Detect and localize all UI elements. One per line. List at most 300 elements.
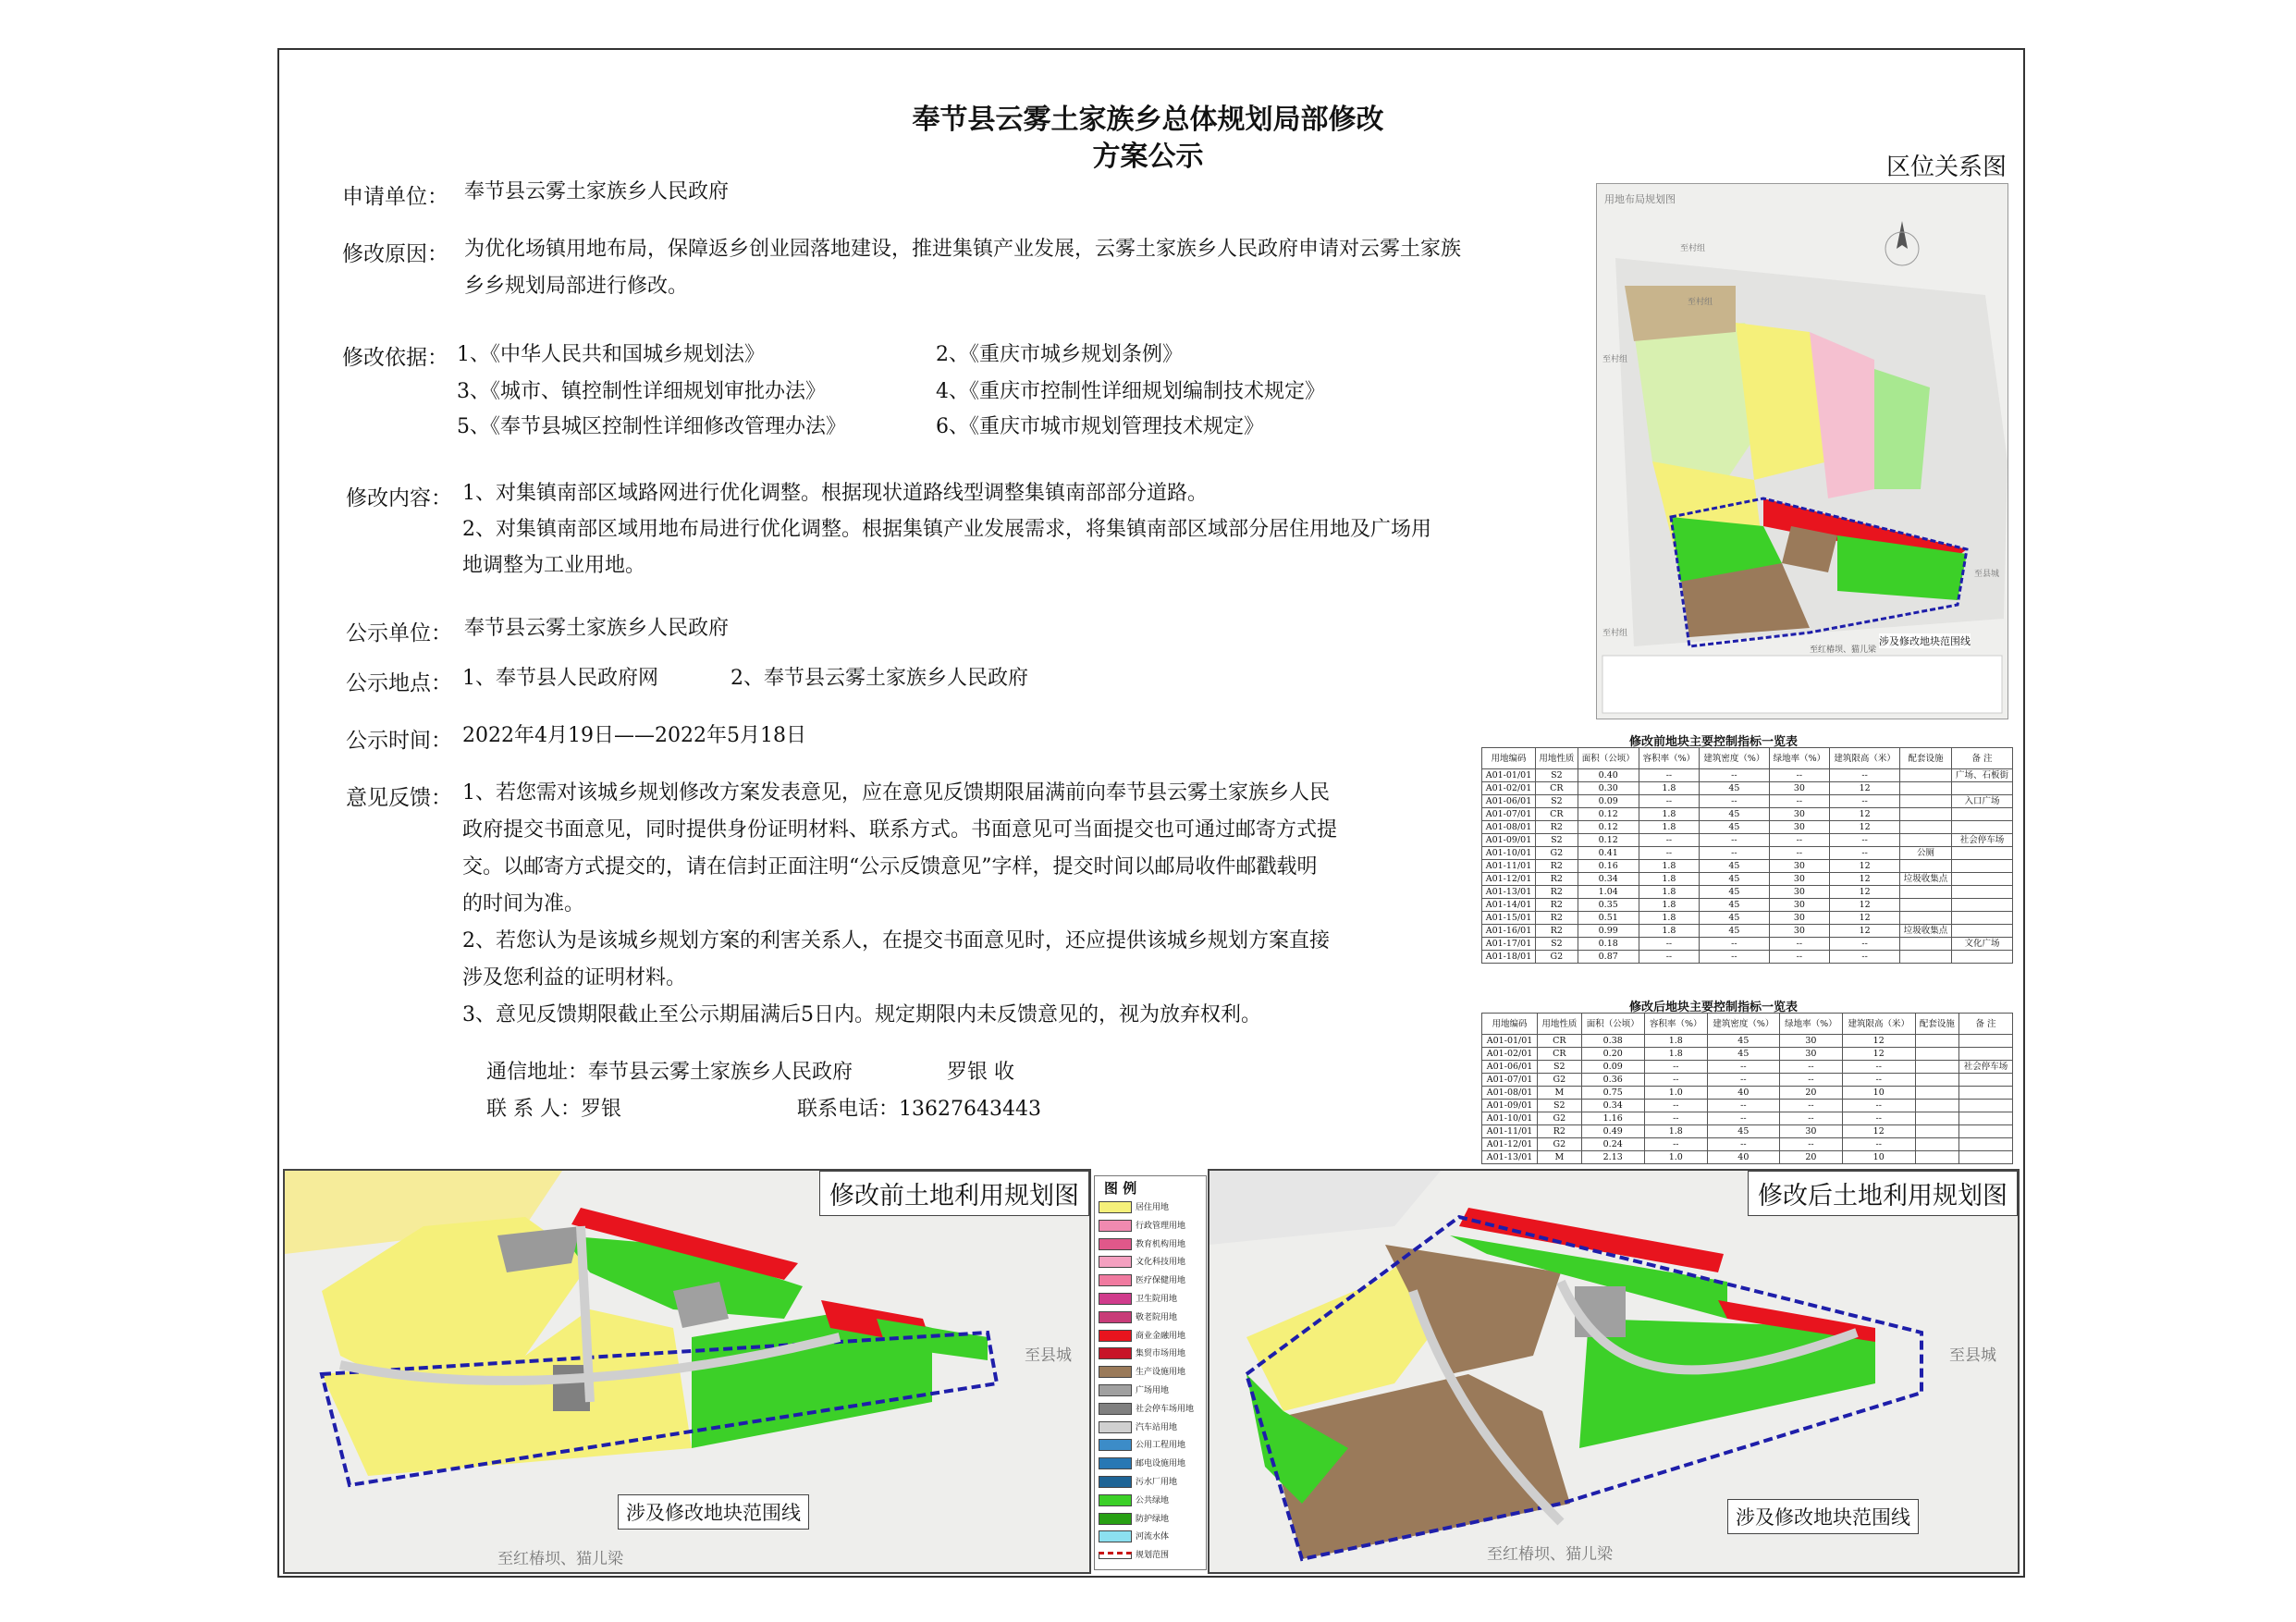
basis-label: 修改依据： [342, 346, 448, 370]
table-cell: A01-10/01 [1482, 847, 1536, 860]
table-cell: 社会停车场 [1951, 834, 2012, 847]
table-cell: A01-12/01 [1482, 1138, 1538, 1151]
table-cell [1915, 1125, 1958, 1138]
table-cell: CR [1536, 782, 1578, 795]
table-cell: A01-07/01 [1482, 1074, 1538, 1087]
contact-recipient: 罗银 收 [947, 1061, 1014, 1084]
content-line1: 1、对集镇南部区域路网进行优化调整。根据现状道路线型调整集镇南部部分道路。 [462, 482, 1208, 505]
map-after-title: 修改后土地利用规划图 [1748, 1171, 2018, 1216]
table-cell: 0.09 [1581, 1061, 1644, 1074]
table-cell: -- [1644, 1061, 1707, 1074]
legend-label: 商业金融用地 [1136, 1331, 1186, 1341]
table-header-cell: 用地编码 [1482, 1014, 1538, 1035]
legend-swatch [1099, 1347, 1132, 1359]
table-cell [1951, 782, 2012, 795]
table-cell [1959, 1100, 2013, 1112]
table-cell: -- [1769, 938, 1829, 951]
table-cell [1900, 769, 1952, 782]
location-map-title: 区位关系图 [1886, 154, 2007, 181]
table-header-cell: 备 注 [1959, 1014, 2013, 1035]
legend-item [1099, 1219, 1185, 1234]
table-header-cell: 建筑限高（米） [1842, 1014, 1915, 1035]
map-before-panel [283, 1169, 1091, 1574]
table-cell: CR [1538, 1048, 1581, 1061]
table-header-cell: 容积率（%） [1639, 748, 1699, 769]
table-row [1482, 1087, 2013, 1100]
table-cell: 45 [1700, 899, 1770, 912]
table-cell: A01-16/01 [1482, 925, 1536, 938]
table-before-header [1482, 748, 2013, 769]
table-cell: 0.20 [1581, 1048, 1644, 1061]
village-label-2: 至村组 [1688, 298, 1713, 307]
table-cell: 1.8 [1639, 860, 1699, 873]
table-cell: 0.87 [1578, 951, 1639, 964]
table-cell [1900, 938, 1952, 951]
table-cell: 垃圾收集点 [1900, 873, 1952, 886]
table-cell: A01-10/01 [1482, 1112, 1538, 1125]
table-after [1481, 1013, 2013, 1164]
table-cell: 30 [1769, 912, 1829, 925]
table-row [1482, 769, 2013, 782]
table-row [1482, 951, 2013, 964]
table-row [1482, 1125, 2013, 1138]
table-cell [1951, 847, 2012, 860]
legend-swatch [1099, 1403, 1132, 1415]
table-cell: 40 [1707, 1087, 1779, 1100]
table-row [1482, 1100, 2013, 1112]
feedback-line-4: 的时间为准。 [462, 892, 585, 915]
table-cell: A01-09/01 [1482, 1100, 1538, 1112]
table-cell: 45 [1707, 1048, 1779, 1061]
content-line2: 2、对集镇南部区域用地布局进行优化调整。根据集镇产业发展需求，将集镇南部区域部分居住用地及广场用 [462, 518, 1432, 541]
contact-person: 联 系 人：罗银 [486, 1098, 621, 1121]
table-header-cell: 容积率（%） [1644, 1014, 1707, 1035]
legend-item [1099, 1292, 1177, 1307]
table-cell: 12 [1830, 808, 1900, 821]
table-cell: A01-07/01 [1482, 808, 1536, 821]
table-cell: -- [1769, 795, 1829, 808]
table-cell: G2 [1538, 1112, 1581, 1125]
table-cell: -- [1830, 769, 1900, 782]
table-cell: 30 [1780, 1035, 1843, 1048]
legend-item [1099, 1512, 1169, 1527]
table-cell: 0.12 [1578, 808, 1639, 821]
table-cell: M [1538, 1087, 1581, 1100]
table-cell: -- [1842, 1074, 1915, 1087]
table-cell [1951, 873, 2012, 886]
table-cell: -- [1707, 1112, 1779, 1125]
table-cell: 45 [1707, 1035, 1779, 1048]
table-cell: -- [1842, 1100, 1915, 1112]
table-cell: -- [1830, 951, 1900, 964]
table-cell: -- [1644, 1074, 1707, 1087]
table-cell [1959, 1125, 2013, 1138]
table-cell: 12 [1842, 1125, 1915, 1138]
table-cell: A01-13/01 [1482, 1151, 1538, 1164]
table-cell [1959, 1151, 2013, 1164]
table-cell: A01-14/01 [1482, 899, 1536, 912]
table-cell: 0.12 [1578, 834, 1639, 847]
legend-swatch [1099, 1494, 1132, 1506]
table-cell [1900, 912, 1952, 925]
legend-swatch [1099, 1293, 1132, 1305]
table-row [1482, 873, 2013, 886]
place-value-2: 2、奉节县云雾土家族乡人民政府 [731, 667, 1028, 690]
map-before-title: 修改前土地利用规划图 [819, 1171, 1089, 1216]
location-map-caption: 用地布局规划图 [1604, 193, 1676, 205]
table-cell: 1.8 [1639, 886, 1699, 899]
table-cell [1959, 1048, 2013, 1061]
map-before-boundary-label: 涉及修改地块范围线 [618, 1494, 809, 1530]
table-cell: 入口广场 [1951, 795, 2012, 808]
table-cell: 12 [1830, 782, 1900, 795]
legend-label: 污水厂用地 [1136, 1478, 1178, 1487]
legend-swatch [1099, 1274, 1132, 1286]
table-cell [1900, 782, 1952, 795]
table-cell: 45 [1700, 821, 1770, 834]
feedback-line-3: 交。以邮寄方式提交的，请在信封正面注明“公示反馈意见”字样，提交时间以邮局收件邮戳载明 [462, 855, 1318, 879]
table-cell: 0.30 [1578, 782, 1639, 795]
legend-item [1099, 1402, 1194, 1417]
table-cell: 1.16 [1581, 1112, 1644, 1125]
map-after-panel [1208, 1169, 2020, 1574]
table-header-cell: 绿地率（%） [1780, 1014, 1843, 1035]
table-cell [1915, 1112, 1958, 1125]
legend-label: 公用工程用地 [1136, 1441, 1186, 1451]
table-cell: 社会停车场 [1959, 1061, 2013, 1074]
table-row [1482, 821, 2013, 834]
feedback-line-1: 1、若您需对该城乡规划修改方案发表意见，应在意见反馈期限届满前向奉节县云雾土家族乡人民 [462, 781, 1331, 805]
table-cell [1951, 899, 2012, 912]
table-cell: 45 [1700, 860, 1770, 873]
legend-label: 汽车站用地 [1136, 1422, 1178, 1432]
table-cell: 1.8 [1639, 782, 1699, 795]
table-header-cell: 用地编码 [1482, 748, 1536, 769]
content-line3: 地调整为工业用地。 [462, 554, 646, 577]
table-cell: A01-08/01 [1482, 1087, 1538, 1100]
table-cell: A01-08/01 [1482, 821, 1536, 834]
table-cell: -- [1830, 847, 1900, 860]
legend-label: 广场用地 [1136, 1386, 1170, 1395]
table-header-cell: 用地性质 [1538, 1014, 1581, 1035]
table-cell: -- [1830, 795, 1900, 808]
table-cell: 45 [1700, 912, 1770, 925]
table-cell: -- [1644, 1100, 1707, 1112]
table-cell: R2 [1538, 1125, 1581, 1138]
reason-line1: 为优化场镇用地布局，保障返乡创业园落地建设，推进集镇产业发展，云雾土家族乡人民政府申请对云雾土家族 [464, 238, 1462, 261]
table-cell: -- [1780, 1112, 1843, 1125]
table-row [1482, 912, 2013, 925]
legend-swatch [1099, 1457, 1132, 1469]
legend-item [1099, 1255, 1185, 1270]
legend-swatch [1099, 1530, 1132, 1542]
legend-label: 卫生院用地 [1136, 1295, 1178, 1304]
north-arrow-icon [1874, 221, 1930, 276]
table-cell: 30 [1769, 860, 1829, 873]
table-cell: G2 [1536, 951, 1578, 964]
map-after-boundary-label: 涉及修改地块范围线 [1727, 1499, 1919, 1534]
table-cell [1959, 1035, 2013, 1048]
legend-label: 邮电设施用地 [1136, 1459, 1186, 1469]
legend-item [1099, 1273, 1185, 1288]
table-cell: -- [1700, 834, 1770, 847]
publisher-label: 公示单位： [346, 621, 452, 645]
applicant-label: 申请单位： [342, 185, 448, 209]
table-cell: S2 [1536, 769, 1578, 782]
table-cell: 12 [1830, 925, 1900, 938]
table-cell: M [1538, 1151, 1581, 1164]
table-cell [1951, 925, 2012, 938]
table-cell: 1.8 [1639, 925, 1699, 938]
table-cell: -- [1700, 795, 1770, 808]
table-header-cell: 建筑密度（%） [1700, 748, 1770, 769]
table-cell: S2 [1536, 834, 1578, 847]
village-label-1: 至村组 [1680, 244, 1706, 253]
table-cell: 0.09 [1578, 795, 1639, 808]
table-cell: 0.34 [1578, 873, 1639, 886]
table-row [1482, 1048, 2013, 1061]
table-cell: A01-17/01 [1482, 938, 1536, 951]
table-cell: 30 [1769, 873, 1829, 886]
location-boundary-label: 涉及修改地块范围线 [1879, 635, 1971, 647]
publisher-value: 奉节县云雾土家族乡人民政府 [464, 617, 730, 640]
table-cell: A01-01/01 [1482, 769, 1536, 782]
table-cell: 30 [1769, 886, 1829, 899]
table-cell [1951, 821, 2012, 834]
table-cell: -- [1780, 1061, 1843, 1074]
table-cell: -- [1842, 1138, 1915, 1151]
table-after-header [1482, 1014, 2013, 1035]
table-cell: S2 [1538, 1100, 1581, 1112]
table-cell: R2 [1536, 821, 1578, 834]
legend-swatch [1099, 1220, 1132, 1232]
basis-item-4: 4、《重庆市控制性详细规划编制技术规定》 [936, 380, 1325, 403]
legend-swatch [1099, 1238, 1132, 1250]
table-cell: 1.8 [1639, 821, 1699, 834]
table-cell [1900, 860, 1952, 873]
table-cell [1959, 1074, 2013, 1087]
table-cell: A01-06/01 [1482, 1061, 1538, 1074]
table-cell: A01-12/01 [1482, 873, 1536, 886]
table-header-cell: 面积（公顷） [1578, 748, 1639, 769]
reason-label: 修改原因： [342, 242, 448, 266]
legend-swatch [1099, 1421, 1132, 1433]
table-cell: 0.40 [1578, 769, 1639, 782]
table-header-cell: 备 注 [1951, 748, 2012, 769]
table-cell: -- [1639, 938, 1699, 951]
legend-swatch [1099, 1256, 1132, 1268]
table-cell: 30 [1769, 782, 1829, 795]
table-header-cell: 建筑限高（米） [1830, 748, 1900, 769]
table-row [1482, 1112, 2013, 1125]
legend-item [1099, 1237, 1185, 1252]
table-cell [1915, 1138, 1958, 1151]
table-cell: 1.8 [1639, 808, 1699, 821]
table-cell: R2 [1536, 860, 1578, 873]
table-cell: 30 [1769, 808, 1829, 821]
table-cell [1900, 834, 1952, 847]
location-road-label: 至红椿坝、猫儿梁 [1810, 645, 1877, 655]
table-cell: A01-11/01 [1482, 860, 1536, 873]
legend-swatch [1099, 1366, 1132, 1378]
legend-item [1099, 1365, 1185, 1380]
legend-label: 公共绿地 [1136, 1495, 1170, 1505]
table-cell: -- [1700, 769, 1770, 782]
table-cell: A01-01/01 [1482, 1035, 1538, 1048]
table-cell: -- [1780, 1074, 1843, 1087]
map-after-city-label: 至县城 [1949, 1346, 1996, 1365]
table-cell: 0.51 [1578, 912, 1639, 925]
legend-swatch [1099, 1439, 1132, 1451]
table-cell: 1.8 [1639, 912, 1699, 925]
table-cell [1915, 1151, 1958, 1164]
time-label: 公示时间： [346, 729, 452, 753]
feedback-line-7: 3、意见反馈期限截止至公示期届满后5日内。规定期限内未反馈意见的，视为放弃权利。 [462, 1003, 1261, 1026]
table-cell [1951, 860, 2012, 873]
table-cell: -- [1769, 951, 1829, 964]
table-cell [1915, 1035, 1958, 1048]
table-cell: G2 [1536, 847, 1578, 860]
legend-label: 规划范围 [1136, 1551, 1170, 1561]
legend-item [1099, 1310, 1177, 1325]
table-cell: -- [1700, 938, 1770, 951]
table-row [1482, 1061, 2013, 1074]
table-cell: 30 [1769, 925, 1829, 938]
table-cell: 45 [1700, 873, 1770, 886]
table-cell: 1.8 [1644, 1035, 1707, 1048]
feedback-label: 意见反馈： [346, 786, 452, 810]
legend-label: 医疗保健用地 [1136, 1276, 1186, 1286]
table-row [1482, 1035, 2013, 1048]
village-label-3: 至村组 [1602, 355, 1628, 364]
notice-title: 奉节县云雾土家族乡总体规划局部修改 [912, 104, 1384, 136]
basis-item-3: 3、《城市、镇控制性详细规划审批办法》 [457, 380, 826, 403]
table-cell: 45 [1700, 782, 1770, 795]
contact-phone: 联系电话：13627643443 [797, 1098, 1041, 1121]
table-cell: A01-02/01 [1482, 782, 1536, 795]
table-cell: -- [1830, 834, 1900, 847]
table-after-caption: 修改后地块主要控制指标一览表 [1629, 1001, 1799, 1014]
table-cell: 1.8 [1644, 1048, 1707, 1061]
place-value-1: 1、奉节县人民政府网 [462, 667, 658, 690]
table-cell [1900, 795, 1952, 808]
village-label-4: 至县城 [1974, 570, 2000, 579]
table-cell: 45 [1700, 808, 1770, 821]
legend-label: 居住用地 [1136, 1203, 1170, 1212]
legend-swatch [1099, 1201, 1132, 1213]
table-cell [1951, 912, 2012, 925]
legend-item [1099, 1420, 1177, 1435]
table-cell: 30 [1780, 1125, 1843, 1138]
table-row [1482, 834, 2013, 847]
legend-label: 河流水体 [1136, 1532, 1170, 1542]
table-cell: R2 [1536, 886, 1578, 899]
table-cell: -- [1769, 769, 1829, 782]
table-cell: S2 [1536, 795, 1578, 808]
map-after-road-label: 至红椿坝、猫儿梁 [1487, 1545, 1613, 1564]
table-cell [1951, 808, 2012, 821]
legend-label: 敬老院用地 [1136, 1312, 1178, 1322]
applicant-value: 奉节县云雾土家族乡人民政府 [464, 180, 730, 203]
table-cell [1951, 951, 2012, 964]
legend-item [1099, 1548, 1169, 1563]
legend-label: 行政管理用地 [1136, 1221, 1186, 1231]
table-cell: 公厕 [1900, 847, 1952, 860]
table-cell: 1.0 [1644, 1087, 1707, 1100]
table-cell: 广场、石板街 [1951, 769, 2012, 782]
table-cell: R2 [1536, 899, 1578, 912]
table-cell: -- [1780, 1138, 1843, 1151]
legend-item [1099, 1475, 1177, 1490]
table-cell: 12 [1830, 873, 1900, 886]
table-cell: A01-13/01 [1482, 886, 1536, 899]
table-cell: S2 [1536, 938, 1578, 951]
table-cell [1915, 1087, 1958, 1100]
table-cell: A01-02/01 [1482, 1048, 1538, 1061]
legend-swatch [1099, 1552, 1132, 1559]
place-label: 公示地点： [346, 671, 452, 695]
contact-address: 通信地址：奉节县云雾土家族乡人民政府 [486, 1061, 853, 1084]
table-cell: -- [1707, 1061, 1779, 1074]
table-row [1482, 899, 2013, 912]
table-cell: 12 [1830, 912, 1900, 925]
basis-item-6: 6、《重庆市城市规划管理技术规定》 [936, 415, 1264, 438]
table-cell: 12 [1842, 1048, 1915, 1061]
legend-item [1099, 1346, 1185, 1361]
table-row [1482, 1074, 2013, 1087]
location-map [1596, 183, 2008, 719]
legend-swatch [1099, 1311, 1132, 1323]
table-cell: -- [1707, 1074, 1779, 1087]
legend-label: 社会停车场用地 [1136, 1404, 1195, 1414]
table-cell: 20 [1780, 1087, 1843, 1100]
table-header-cell: 配套设施 [1900, 748, 1952, 769]
table-cell: 0.38 [1581, 1035, 1644, 1048]
legend-item [1099, 1329, 1185, 1344]
table-cell [1959, 1087, 2013, 1100]
legend-label: 生产设施用地 [1136, 1368, 1186, 1378]
table-cell: CR [1538, 1035, 1581, 1048]
table-cell: 0.99 [1578, 925, 1639, 938]
legend-swatch [1099, 1384, 1132, 1396]
table-cell [1915, 1100, 1958, 1112]
table-cell: 1.04 [1578, 886, 1639, 899]
table-cell: R2 [1536, 873, 1578, 886]
table-cell: 0.49 [1581, 1125, 1644, 1138]
table-cell: -- [1707, 1100, 1779, 1112]
table-cell: 0.75 [1581, 1087, 1644, 1100]
table-cell [1959, 1138, 2013, 1151]
table-header-cell: 用地性质 [1536, 748, 1578, 769]
table-cell: -- [1700, 951, 1770, 964]
table-cell: -- [1769, 834, 1829, 847]
content-label: 修改内容： [346, 486, 452, 510]
table-cell: -- [1639, 834, 1699, 847]
table-row [1482, 782, 2013, 795]
table-cell: -- [1842, 1112, 1915, 1125]
table-cell [1951, 886, 2012, 899]
table-cell: 45 [1707, 1125, 1779, 1138]
table-cell: -- [1769, 847, 1829, 860]
table-cell: 0.35 [1578, 899, 1639, 912]
table-cell: 1.8 [1644, 1125, 1707, 1138]
legend-item [1099, 1383, 1169, 1398]
table-cell [1900, 951, 1952, 964]
table-cell [1900, 899, 1952, 912]
table-cell: 0.24 [1581, 1138, 1644, 1151]
legend-title: 图 例 [1104, 1180, 1137, 1197]
table-cell: -- [1707, 1138, 1779, 1151]
